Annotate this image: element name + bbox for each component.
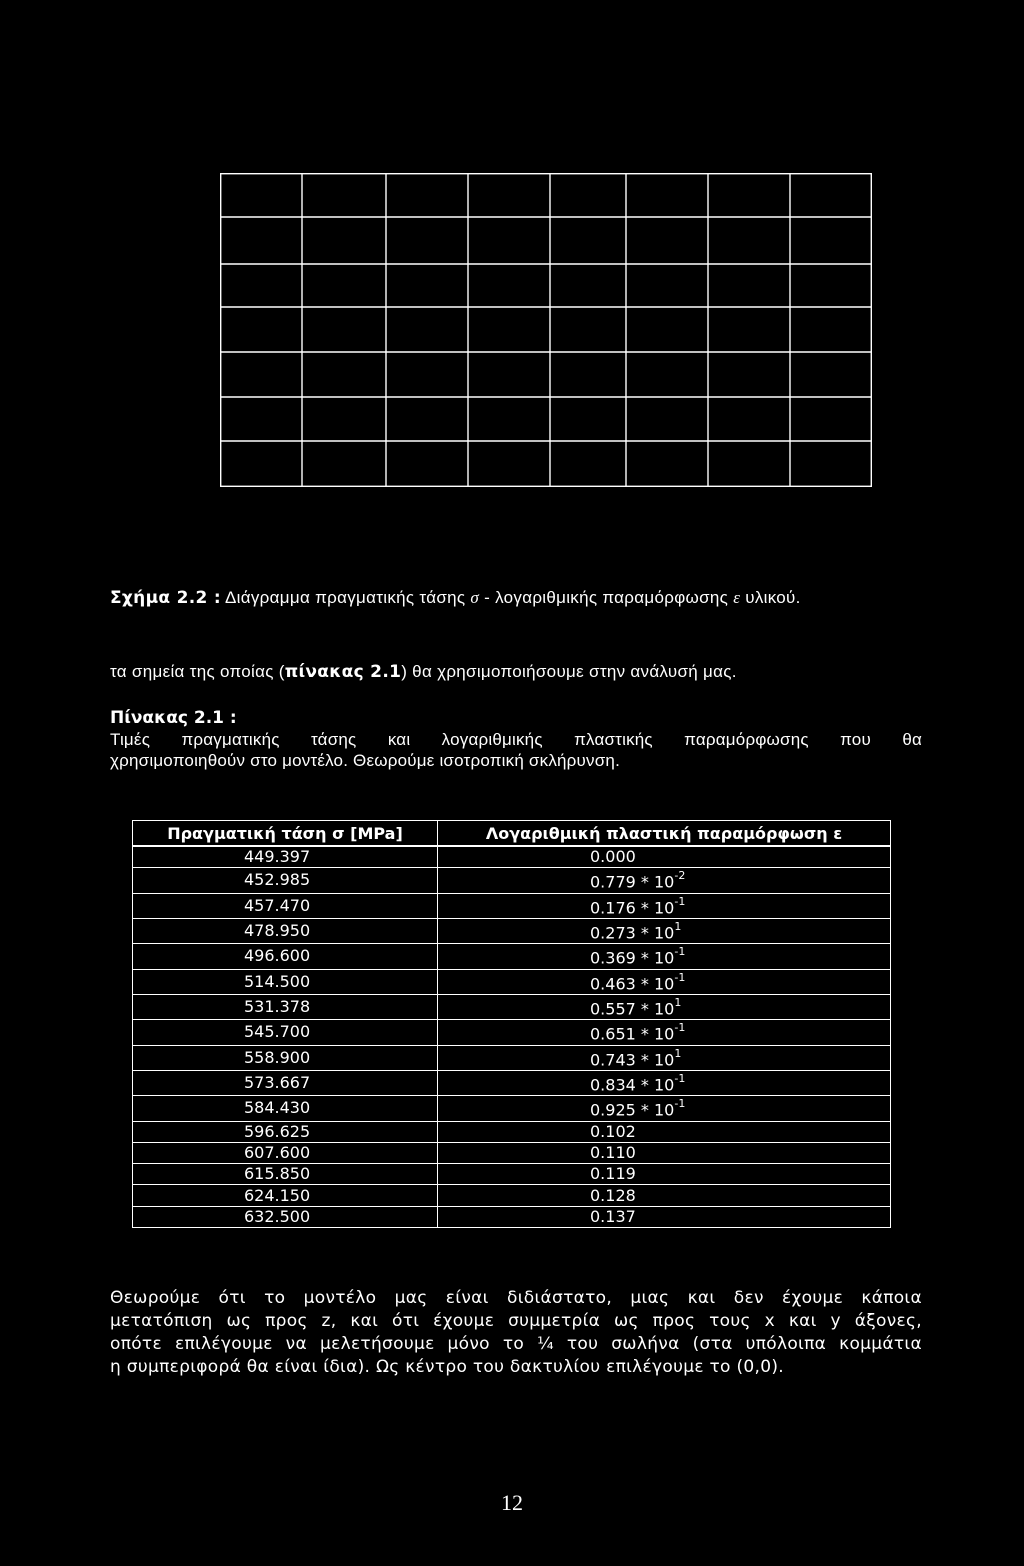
stress-cell: 531.378 [133, 994, 438, 1019]
strain-exponent: -1 [674, 1021, 686, 1035]
stress-cell: 624.150 [133, 1185, 438, 1206]
table-row [133, 994, 891, 1019]
table-description-line2: χρησιμοποιηθούν στο μοντέλο. Θεωρούμε ισοτροπική σκλήρυνση. [110, 751, 621, 770]
body-line-2: μετατόπιση ως προς z, και ότι έχουμε συμμετρία ως προς τους x και y άξονες, [110, 1311, 922, 1331]
intro-paragraph [110, 662, 737, 682]
intro-text-post: ) θα χρησιμοποιήσουμε στην ανάλυσή μας. [401, 662, 737, 681]
page-number: 12 [501, 1490, 523, 1515]
strain-exponent: -1 [674, 945, 686, 959]
table-row [133, 893, 891, 918]
table-header-row [133, 821, 891, 847]
header-strain: Λογαριθμική πλαστική παραμόρφωση ε [438, 821, 891, 847]
table-row [133, 1096, 891, 1121]
strain-exponent: 1 [674, 919, 682, 933]
strain-cell [438, 1045, 891, 1070]
strain-value: 0.273 * 10 [590, 923, 675, 943]
table-row [133, 944, 891, 969]
strain-cell [438, 1206, 891, 1227]
stress-cell: 514.500 [133, 969, 438, 994]
stress-cell: 596.625 [133, 1121, 438, 1142]
strain-value: 0.779 * 10 [590, 872, 675, 892]
caption-text-mid: - λογαριθμικής παραμόρφωσης [484, 588, 729, 607]
figure-grid [220, 173, 872, 487]
strain-cell [438, 1142, 891, 1163]
figure-label: Σχήμα 2.2 : [110, 588, 221, 608]
strain-value: 0.463 * 10 [590, 973, 675, 993]
table-row [133, 1164, 891, 1185]
strain-value: 0.651 * 10 [590, 1024, 675, 1044]
stress-cell: 632.500 [133, 1206, 438, 1227]
strain-exponent: 1 [674, 995, 682, 1009]
stress-cell: 452.985 [133, 868, 438, 893]
strain-cell [438, 1020, 891, 1045]
header-stress: Πραγματική τάση σ [MPa] [133, 821, 438, 847]
strain-cell [438, 1096, 891, 1121]
sigma-symbol: σ [470, 588, 480, 607]
strain-value: 0.128 [590, 1185, 636, 1205]
strain-value: 0.925 * 10 [590, 1100, 675, 1120]
strain-value: 0.834 * 10 [590, 1075, 675, 1095]
body-paragraph [110, 1287, 922, 1379]
stress-cell: 545.700 [133, 1020, 438, 1045]
stress-strain-table [132, 820, 891, 1228]
strain-cell [438, 893, 891, 918]
stress-cell: 558.900 [133, 1045, 438, 1070]
table-title: Πίνακας 2.1 : [110, 708, 237, 728]
table-row [133, 1142, 891, 1163]
strain-value: 0.137 [590, 1206, 636, 1226]
body-line-3: οπότε επιλέγουμε να μελετήσουμε μόνο το ¼ του σωλήνα (στα υπόλοιπα κομμάτια [110, 1334, 922, 1354]
figure-plot-frame [220, 173, 872, 487]
table-row [133, 846, 891, 868]
strain-value: 0.176 * 10 [590, 897, 675, 917]
strain-value: 0.000 [590, 847, 636, 867]
table-row [133, 868, 891, 893]
strain-exponent: -1 [674, 894, 686, 908]
stress-cell: 478.950 [133, 918, 438, 943]
table-row [133, 969, 891, 994]
strain-value: 0.102 [590, 1121, 636, 1141]
stress-cell: 573.667 [133, 1070, 438, 1095]
strain-cell [438, 868, 891, 893]
strain-cell [438, 1185, 891, 1206]
table-row [133, 1206, 891, 1227]
strain-cell [438, 1070, 891, 1095]
strain-value: 0.110 [590, 1143, 636, 1163]
table-row [133, 1185, 891, 1206]
body-line-4: η συμπεριφορά θα είναι ίδια). Ως κέντρο του δακτυλίου επιλέγουμε το (0,0). [110, 1357, 784, 1377]
caption-text-pre: Διάγραμμα πραγματικής τάσης [225, 588, 466, 607]
strain-value: 0.119 [590, 1164, 636, 1184]
strain-cell [438, 846, 891, 868]
caption-text-post: υλικού. [745, 588, 801, 607]
stress-cell: 584.430 [133, 1096, 438, 1121]
strain-exponent: 1 [674, 1046, 682, 1060]
strain-exponent: -1 [674, 1097, 686, 1111]
table-description-line1: Τιμές πραγματικής τάσης και λογαριθμικής πλαστικής παραμόρφωσης που θα [110, 730, 922, 749]
stress-cell: 496.600 [133, 944, 438, 969]
epsilon-symbol: ε [733, 588, 741, 607]
table-row [133, 1020, 891, 1045]
strain-cell [438, 1121, 891, 1142]
strain-value: 0.369 * 10 [590, 948, 675, 968]
strain-exponent: -2 [674, 869, 686, 883]
table-row [133, 1045, 891, 1070]
table-row [133, 1070, 891, 1095]
table-row [133, 918, 891, 943]
table-reference: πίνακας 2.1 [284, 662, 402, 682]
stress-cell: 615.850 [133, 1164, 438, 1185]
strain-value: 0.743 * 10 [590, 1049, 675, 1069]
strain-exponent: -1 [674, 970, 686, 984]
table-row [133, 1121, 891, 1142]
strain-cell [438, 994, 891, 1019]
intro-text-pre: τα σημεία της οποίας ( [110, 662, 285, 681]
strain-cell [438, 918, 891, 943]
stress-cell: 449.397 [133, 846, 438, 868]
strain-value: 0.557 * 10 [590, 999, 675, 1019]
stress-cell: 457.470 [133, 893, 438, 918]
figure-caption [110, 588, 801, 608]
strain-exponent: -1 [674, 1071, 686, 1085]
strain-cell [438, 944, 891, 969]
strain-cell [438, 1164, 891, 1185]
stress-cell: 607.600 [133, 1142, 438, 1163]
strain-cell [438, 969, 891, 994]
table-body [133, 846, 891, 1228]
body-line-1: Θεωρούμε ότι το μοντέλο μας είναι διδιάστατο, μιας και δεν έχουμε κάποια [110, 1288, 922, 1308]
